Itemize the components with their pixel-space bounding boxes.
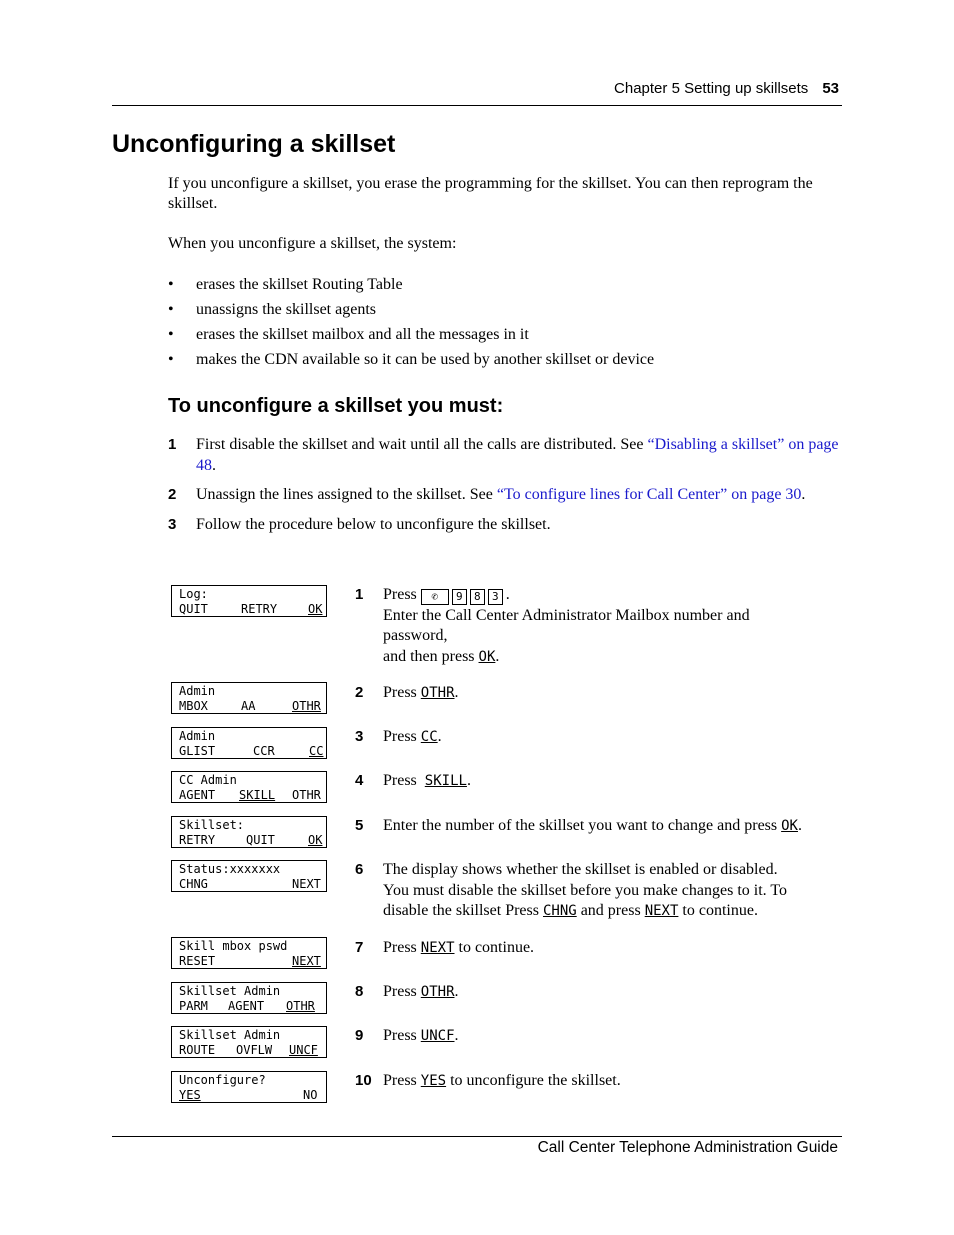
display-admin: Admin GLIST CCR CC — [171, 727, 327, 759]
prereq-item: 3 Follow the procedure below to unconfigure the skillset. — [168, 516, 551, 533]
display-admin: Admin MBOX AA OTHR — [171, 682, 327, 714]
intro-paragraph: If you unconfigure a skillset, you erase the programming for the skillset. You can then reprogram the skillset. — [168, 175, 813, 212]
footer-title: Call Center Telephone Administration Guide — [537, 1139, 838, 1156]
display-skillset: Skillset: RETRY QUIT OK — [171, 816, 327, 848]
display-unconfigure: Unconfigure? YES NO — [171, 1071, 327, 1103]
key-9: 9 — [452, 589, 467, 605]
link-disabling-skillset[interactable]: “Disabling a skillset” on page 48 — [196, 436, 839, 474]
procedure-heading: To unconfigure a skillset you must: — [168, 395, 504, 417]
link-configure-lines[interactable]: “To configure lines for Call Center” on page 30 — [496, 486, 802, 503]
page-title: Unconfiguring a skillset — [112, 130, 396, 158]
display-skillset-admin: Skillset Admin ROUTE OVFLW UNCF — [171, 1026, 327, 1058]
page-number: 53 — [822, 80, 839, 97]
key-3: 3 — [488, 589, 503, 605]
feature-key-icon: ✆ — [421, 589, 449, 605]
running-header — [112, 80, 839, 97]
display-skill-mbox: Skill mbox pswd RESET NEXT — [171, 937, 327, 969]
chapter-label: Chapter 5 Setting up skillsets — [614, 80, 809, 97]
display-cc-admin: CC Admin AGENT SKILL OTHR — [171, 771, 327, 803]
lead-paragraph: When you unconfigure a skillset, the system: — [168, 235, 457, 252]
key-8: 8 — [470, 589, 485, 605]
prereq-item: 2 Unassign the lines assigned to the skillset. See “To configure lines for Call Center” on page 30. — [168, 486, 806, 503]
display-log: Log: QUIT RETRY OK — [171, 585, 327, 617]
display-status: Status:xxxxxxx CHNG NEXT — [171, 860, 327, 892]
header-rule — [112, 105, 842, 106]
footer-rule — [112, 1136, 842, 1137]
display-skillset-admin: Skillset Admin PARM AGENT OTHR — [171, 982, 327, 1014]
prereq-item: 1 First disable the skillset and wait until all the calls are distributed. See “Disabling a skillset” on page 48. — [168, 436, 839, 474]
